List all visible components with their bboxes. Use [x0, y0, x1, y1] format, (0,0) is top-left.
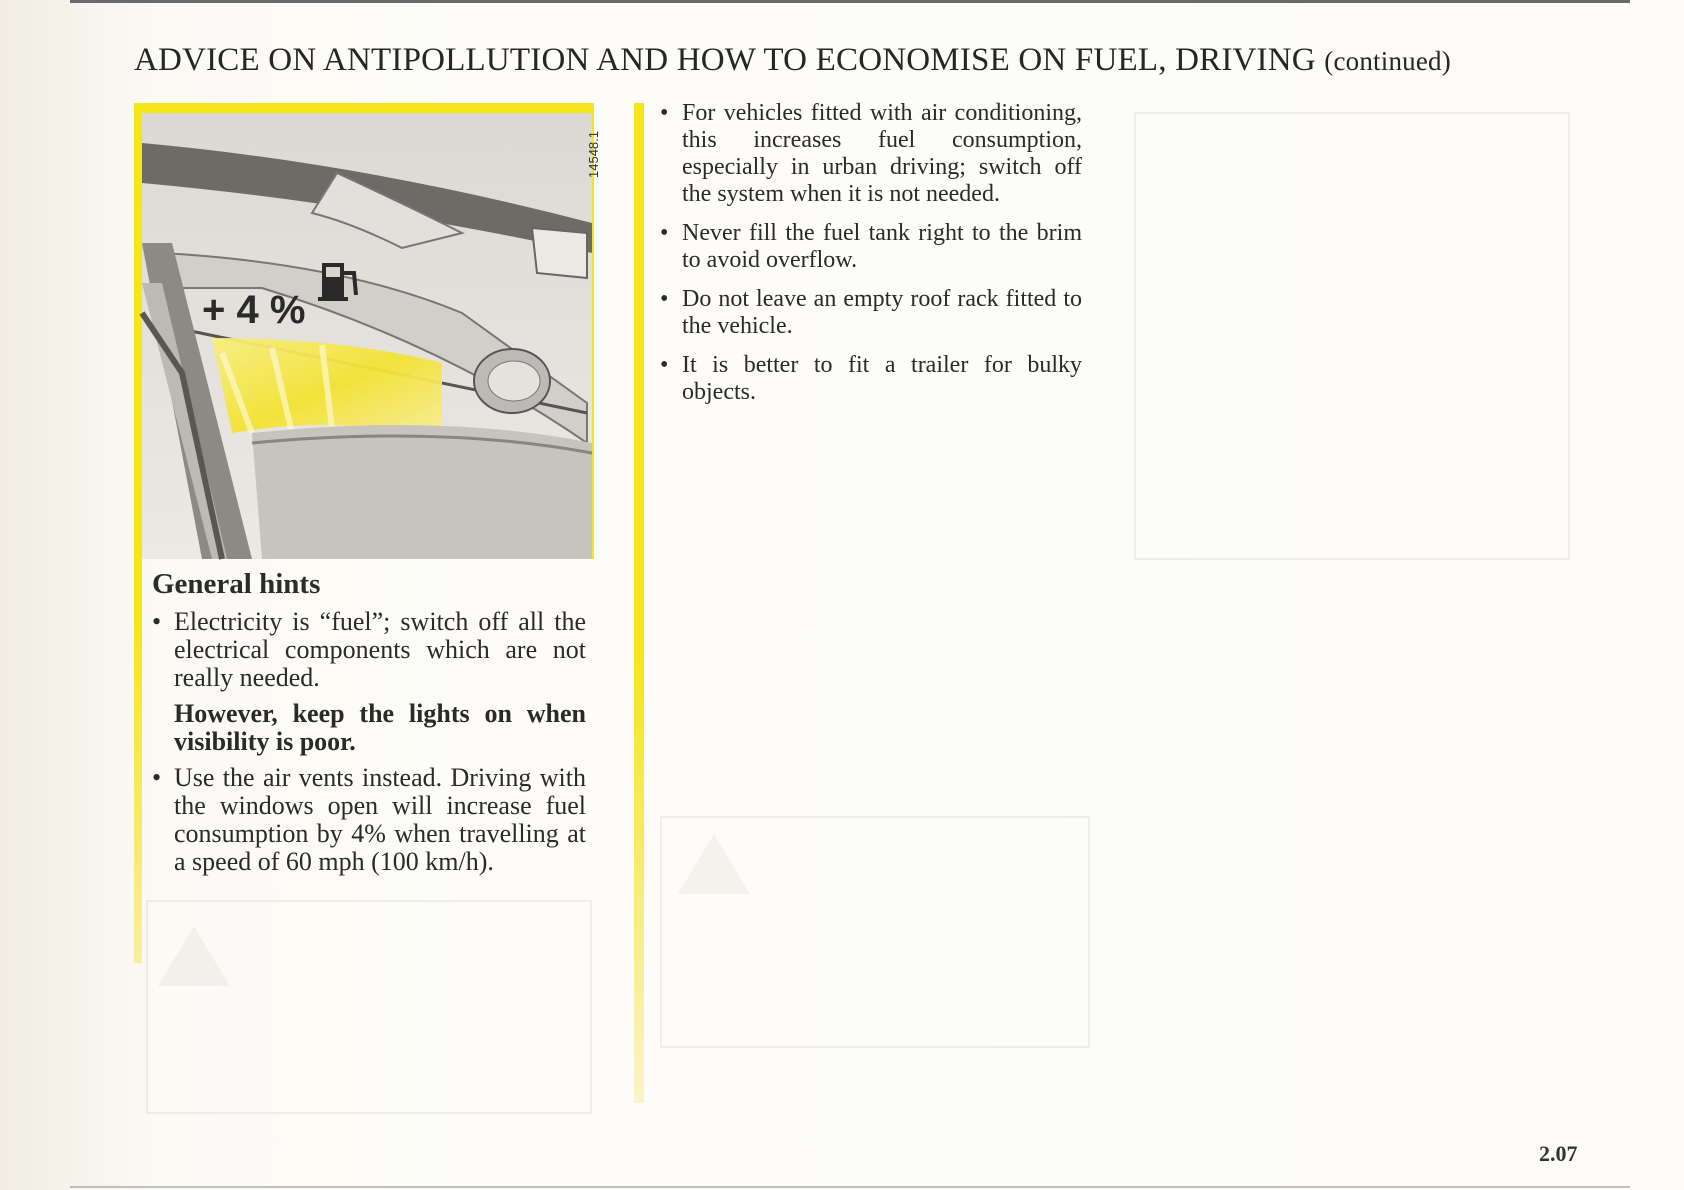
hint-air-vents: • Use the air vents instead. Driving with the windows open will increase fuel consumption by 4% when travelling at a speed of 60 mph (100 km/h). — [152, 764, 586, 876]
bottom-rule — [70, 1186, 1630, 1188]
hint-lights-note: However, keep the lights on when visibility is poor. — [174, 699, 586, 756]
page-title-suffix: (continued) — [1324, 46, 1451, 76]
fuel-increase-label: + 4 % — [202, 288, 306, 332]
middle-accent-bar — [634, 103, 644, 1103]
car-window-drawing — [142, 113, 592, 559]
illustration-frame — [142, 113, 601, 559]
ghost-warning-middle — [678, 834, 750, 894]
ghost-image-right — [1134, 112, 1570, 560]
page-title — [134, 42, 1451, 79]
page-number: 2.07 — [1539, 1141, 1578, 1166]
ghost-warning-left — [158, 926, 230, 986]
advice-roof-rack: • Do not leave an empty roof rack fitted to the vehicle. — [660, 286, 1082, 340]
illustration-reference: 14548.1 — [586, 131, 601, 178]
general-hints-heading: General hints — [152, 568, 321, 600]
advice-fuel-tank: • Never fill the fuel tank right to the brim to avoid overflow. — [660, 220, 1082, 274]
page-title-text: ADVICE ON ANTIPOLLUTION AND HOW TO ECONOMISE ON FUEL, DRIVING — [134, 42, 1316, 78]
advice-air-conditioning: • For vehicles fitted with air conditioning, this increases fuel consumption, especially in urban driving; switch off the system when it is not needed. — [660, 100, 1082, 208]
window-illustration — [134, 103, 601, 559]
top-rule — [70, 0, 1630, 3]
advice-trailer: • It is better to fit a trailer for bulky objects. — [660, 352, 1082, 406]
general-hints-list — [152, 608, 586, 884]
fuel-advice-list — [660, 100, 1082, 418]
hint-electricity: • Electricity is “fuel”; switch off all the electrical components which are not really needed. — [152, 608, 586, 692]
